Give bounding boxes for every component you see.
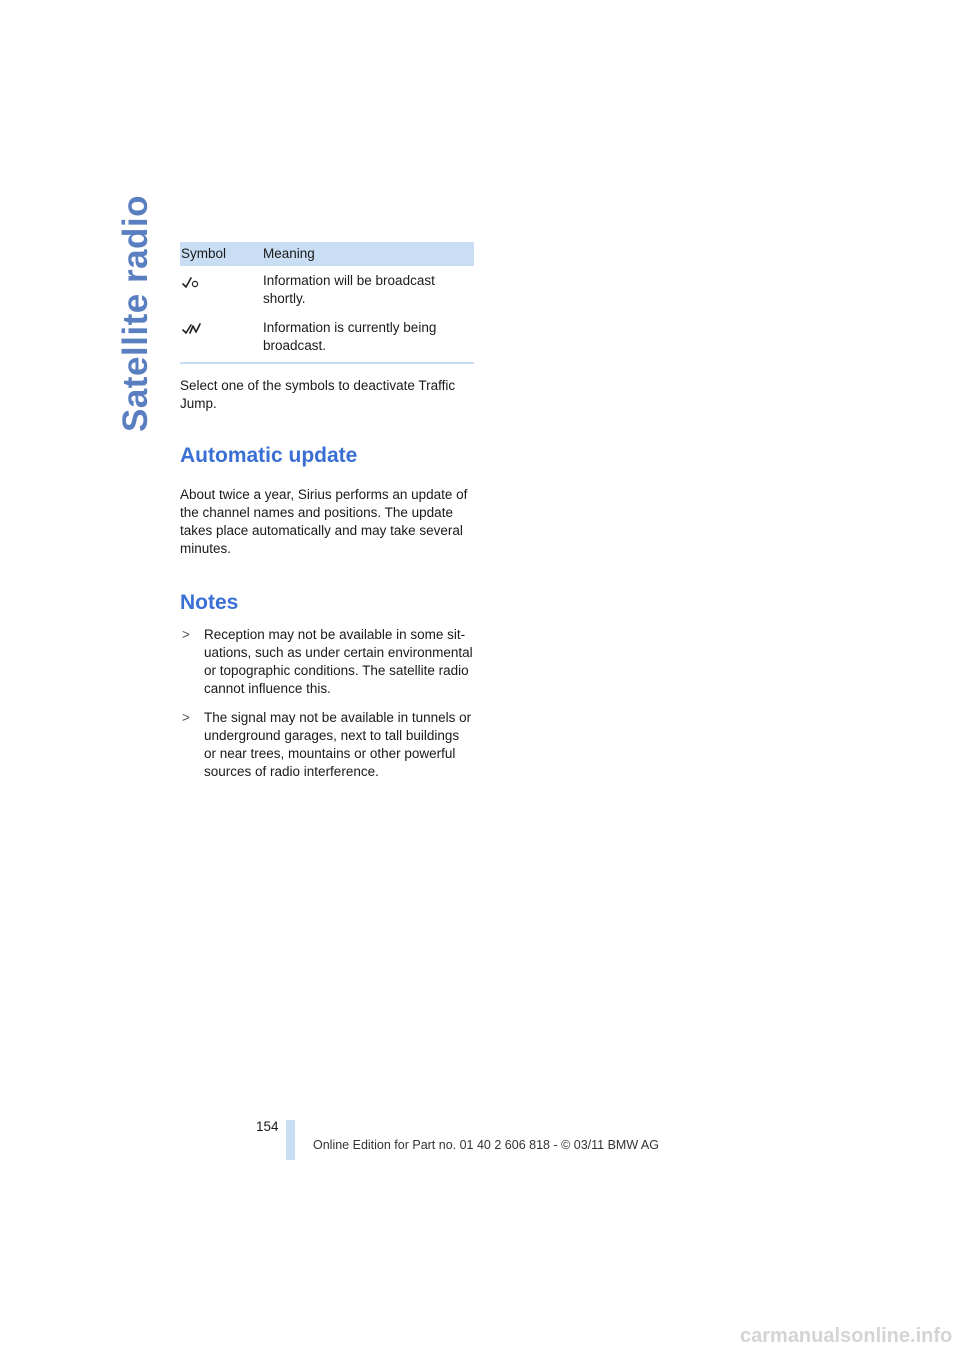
table-bottom-rule — [180, 362, 474, 364]
meaning-line: broadcast. — [263, 338, 327, 353]
symbol-table — [180, 242, 474, 360]
list-item-text: Reception may not be available in some situations, such as under certain environmental or topographic conditions. The satellite radio cannot influence this. — [204, 627, 473, 696]
broadcast-active-icon — [182, 323, 202, 338]
main-content — [180, 242, 474, 792]
table-cell-symbol — [180, 313, 263, 360]
section-heading-notes: Notes — [180, 591, 239, 614]
automatic-update-paragraph: About twice a year, Sirius performs an update of the channel names and positions. The update takes place automatically and may take several minutes. — [180, 487, 468, 556]
table-cell-meaning — [263, 313, 474, 360]
list-item — [180, 626, 474, 698]
meaning-line: Information will be broadcast — [263, 273, 435, 288]
list-item — [180, 709, 474, 781]
meaning-line: shortly. — [263, 291, 306, 306]
side-title: Satellite radio — [116, 194, 155, 432]
section-heading-automatic-update: Automatic update — [180, 444, 358, 467]
table-header-row — [180, 242, 474, 266]
footer-edition-text: Online Edition for Part no. 01 40 2 606 818 - © 03/11 BMW AG — [313, 1138, 659, 1152]
table-cell-meaning — [263, 266, 474, 313]
page-number: 154 — [256, 1119, 279, 1134]
watermark: carmanualsonline.info — [740, 1325, 953, 1347]
footer-accent-bar — [286, 1120, 295, 1160]
bullet-marker: > — [182, 627, 190, 642]
intro-paragraph: Select one of the symbols to deactivate Traffic Jump. — [180, 378, 456, 411]
bullet-marker: > — [182, 710, 190, 725]
meaning-line: Information is currently being — [263, 320, 437, 335]
table-row — [180, 266, 474, 313]
notes-list — [180, 626, 474, 781]
broadcast-pending-icon — [182, 276, 200, 291]
table-header-meaning: Meaning — [263, 242, 474, 266]
list-item-text: The signal may not be available in tunnels or underground garages, next to tall buildings or near trees, mountains or other powerful sources of radio interference. — [204, 710, 472, 779]
table-cell-symbol — [180, 266, 263, 313]
table-row — [180, 313, 474, 360]
table-header-symbol: Symbol — [180, 242, 263, 266]
